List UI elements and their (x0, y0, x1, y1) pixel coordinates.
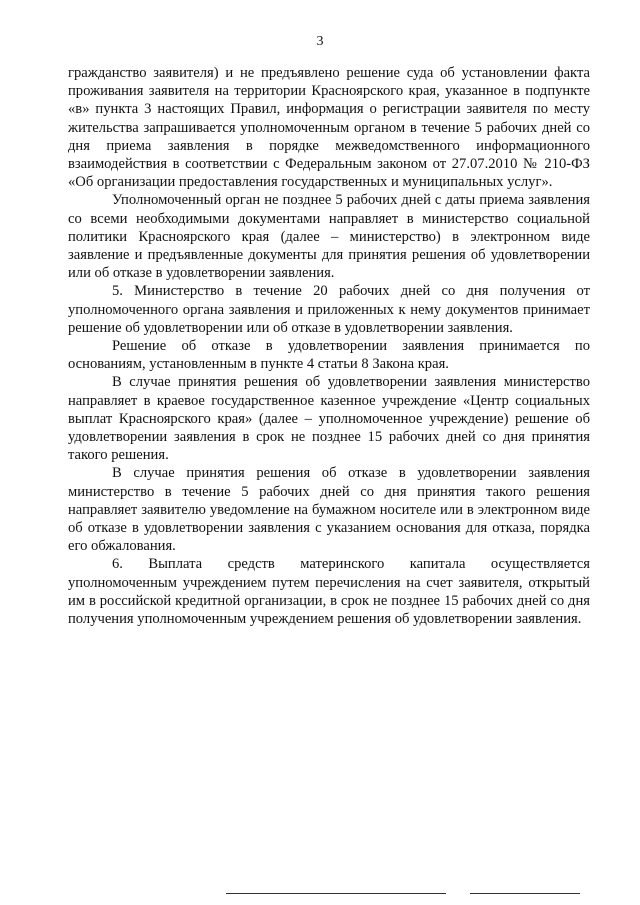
footer-rule-left (226, 893, 446, 894)
paragraph-refusal-grounds: Решение об отказе в удовлетворении заявления принимается по основаниям, установленным в пункте 4 статьи 8 Закона края. (68, 338, 590, 373)
paragraph-approval-case: В случае принятия решения об удовлетворении заявления министерство направляет в краевое государственное казенное учреждение «Центр социальных выплат Красноярского края» (далее – уполномоченное учреждение) решение об удовлетворении заявления в срок не позднее 15 рабочих дней со дня принятия такого решения. (68, 374, 590, 464)
footer-rule-right (470, 893, 580, 894)
paragraph-continuation: гражданство заявителя) и не предъявлено решение суда об установлении факта проживания заявителя на территории Красноярского края, указанное в подпункте «в» пункта 3 настоящих Правил, информация о регистрации заявителя по месту жительства запрашивается уполномоченным органом в течение 5 рабочих дней со дня приема заявления в порядке межведомственного информационного взаимодействия в соответствии с Федеральным законом от 27.07.2010 № 210-ФЗ «Об организации предоставления государственных и муниципальных услуг». (68, 65, 590, 191)
paragraph-authorized-body: Уполномоченный орган не позднее 5 рабочих дней с даты приема заявления со всеми необходимыми документами направляет в министерство социальной политики Красноярского края (далее – министерство) в электронном виде заявление и предъявленные документы для принятия решения об удовлетворении или об отказе в удовлетворении заявления. (68, 192, 590, 282)
paragraph-refusal-case: В случае принятия решения об отказе в удовлетворении заявления министерство в течение 5 рабочих дней со дня принятия такого решения направляет заявителю уведомление на бумажном носителе или в электронном виде об отказе в удовлетворении заявления с указанием основания для отказа, порядка его обжалования. (68, 465, 590, 555)
paragraph-item-6: 6. Выплата средств материнского капитала осуществляется уполномоченным учреждением путем перечисления на счет заявителя, открытый им в российской кредитной организации, в срок не позднее 15 рабочих дней со дня получения уполномоченным учреждением решения об удовлетворении заявления. (68, 556, 590, 628)
document-body (68, 64, 590, 628)
paragraph-item-5: 5. Министерство в течение 20 рабочих дней со дня получения от уполномоченного органа заявления и приложенных к нему документов принимает решение об удовлетворении или об отказе в удовлетворении заявления. (68, 283, 590, 336)
page-number: 3 (316, 34, 324, 49)
